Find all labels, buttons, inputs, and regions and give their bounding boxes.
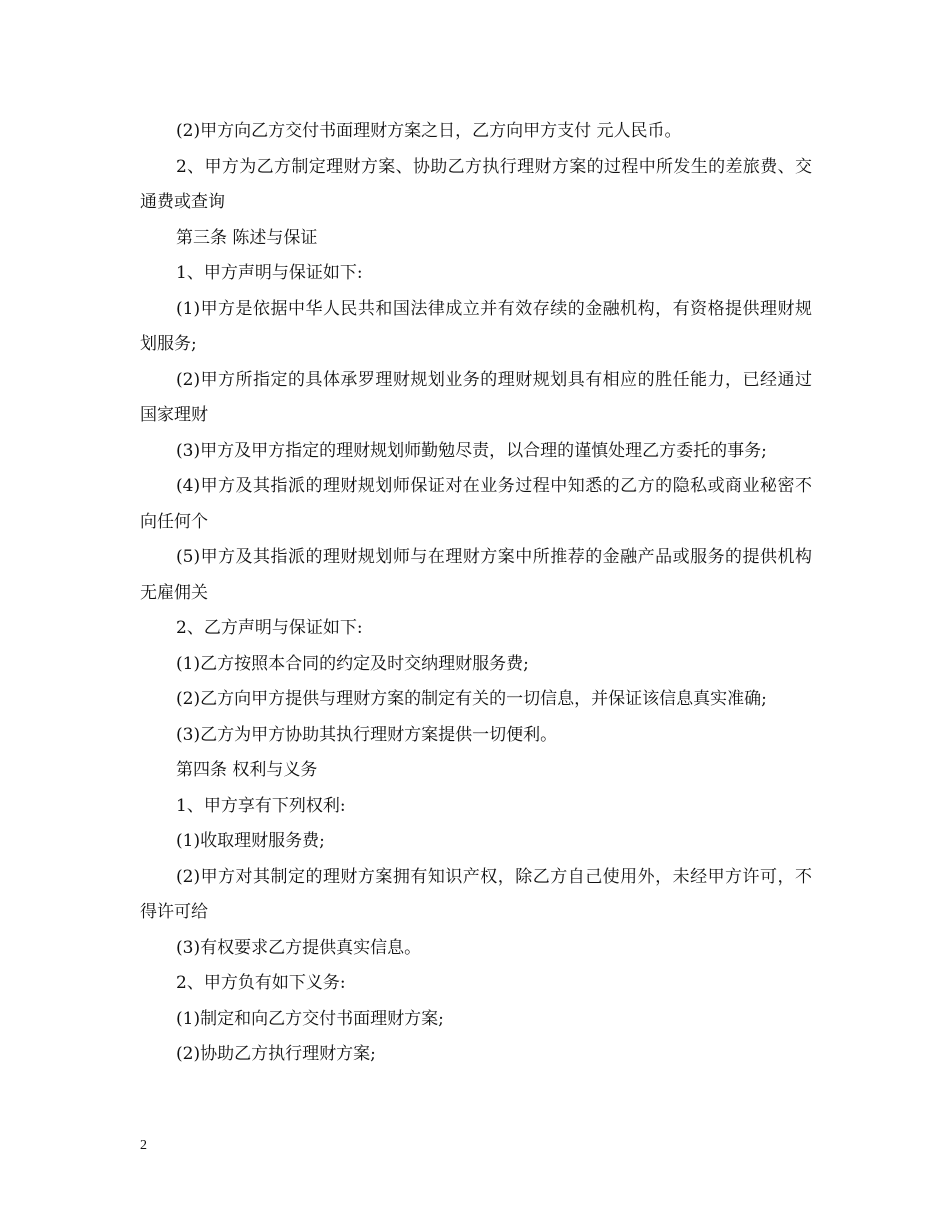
document-body <box>140 114 812 1073</box>
paragraph: (2)甲方向乙方交付书面理财方案之日，乙方向甲方支付 元人民币。 <box>176 121 682 141</box>
paragraph: (1)乙方按照本合同的约定及时交纳理财服务费; <box>176 653 529 674</box>
paragraph: (2)甲方所指定的具体承罗理财规划业务的理财规划具有相应的胜任能力，已经通过国家理财 <box>140 369 812 425</box>
paragraph: (2)甲方对其制定的理财方案拥有知识产权，除乙方自己使用外，未经甲方许可，不得许可给 <box>140 866 812 922</box>
paragraph: (5)甲方及其指派的理财规划师与在理财方案中所推荐的金融产品或服务的提供机构无雇佣关 <box>140 547 812 603</box>
page-number: 2 <box>140 1138 147 1153</box>
paragraph: 2、甲方为乙方制定理财方案、协助乙方执行理财方案的过程中所发生的差旅费、交通费或查询 <box>140 156 812 212</box>
paragraph: (1)收取理财服务费; <box>176 831 325 851</box>
paragraph: (3)乙方为甲方协助其执行理财方案提供一切便利。 <box>176 724 558 745</box>
paragraph: (2)协助乙方执行理财方案; <box>176 1044 376 1064</box>
paragraph: (4)甲方及其指派的理财规划师保证对在业务过程中知悉的乙方的隐私或商业秘密不向任何个 <box>140 476 812 532</box>
section-heading: 第四条 权利与义务 <box>176 760 318 780</box>
paragraph: (1)甲方是依据中华人民共和国法律成立并有效存续的金融机构，有资格提供理财规划服务; <box>140 298 812 354</box>
paragraph: 1、甲方享有下列权利: <box>176 795 346 816</box>
paragraph: (3)有权要求乙方提供真实信息。 <box>176 937 422 958</box>
paragraph: (3)甲方及甲方指定的理财规划师勤勉尽责，以合理的谨慎处理乙方委托的事务; <box>176 440 767 461</box>
section-heading: 第三条 陈述与保证 <box>176 227 318 248</box>
paragraph: (1)制定和向乙方交付书面理财方案; <box>176 1008 444 1029</box>
paragraph: 2、甲方负有如下义务: <box>176 973 346 993</box>
paragraph: 2、乙方声明与保证如下: <box>176 618 363 638</box>
paragraph: (2)乙方向甲方提供与理财方案的制定有关的一切信息，并保证该信息真实准确; <box>176 689 767 709</box>
paragraph: 1、甲方声明与保证如下: <box>176 263 363 283</box>
